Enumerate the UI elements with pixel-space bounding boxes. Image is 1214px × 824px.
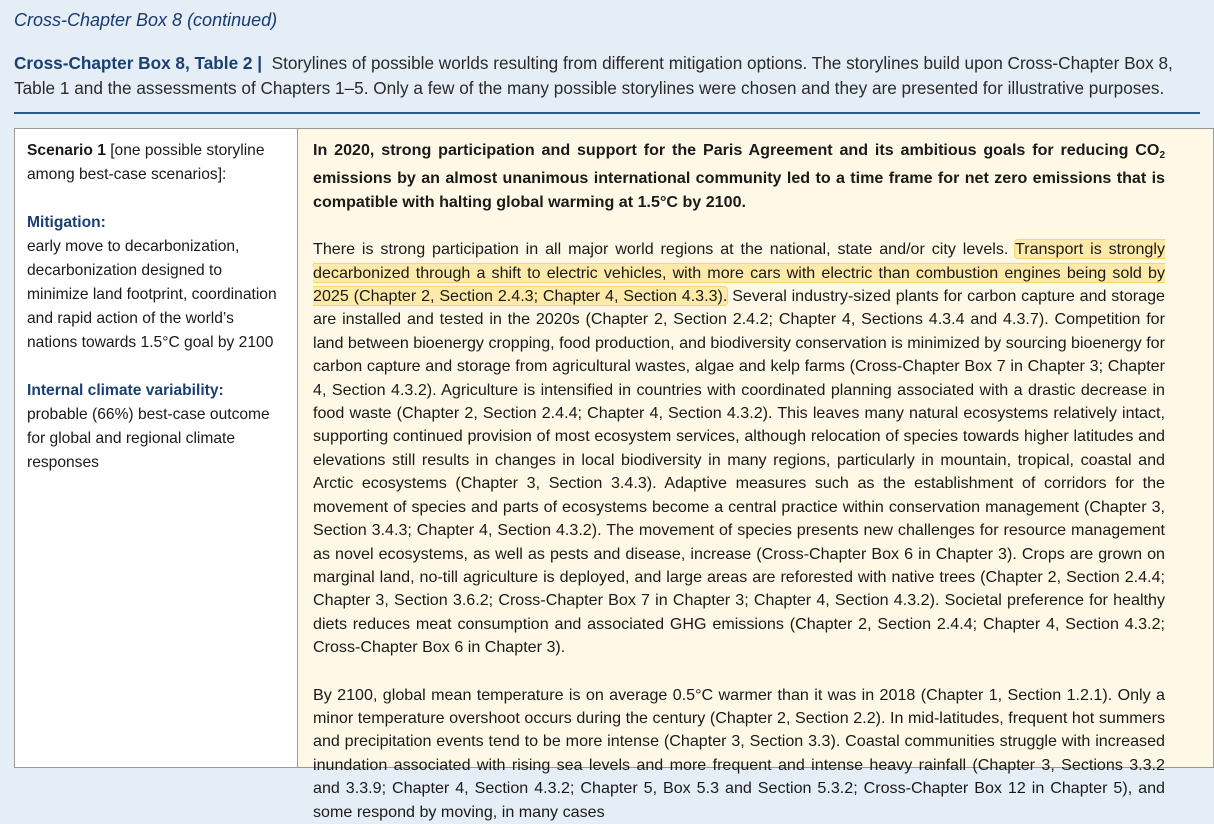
box-continued-label: Cross-Chapter Box 8 (continued) [14, 10, 278, 30]
caption-divider [14, 112, 1200, 114]
paragraph-1-start: There is strong participation in all major world regions at the national, state and/or city levels. [313, 240, 1015, 259]
lead-text-a: In 2020, strong participation and support for the Paris Agreement and its ambitious goals for reducing CO [313, 141, 1160, 159]
variability-block [27, 379, 285, 475]
storyline-column [299, 129, 1213, 821]
table-caption [14, 51, 1186, 101]
scenario-name: Scenario 1 [27, 142, 106, 159]
highlighted-text[interactable]: Transport is strongly decarbonized through a shift to electric vehicles, with more cars with electric than combustion engines being sold by 2025 (Chapter 2, Section 2.4.3; Chapter 4, Section 4.3.3). [313, 240, 1165, 306]
caption-text: Storylines of possible worlds resulting from different mitigation options. The storylines build upon Cross-Chapter Box 8, Table 1 and the assessments of Chapters 1–5. Only a few of the many possible storylines were chosen and they are presented for illustrative purposes. [14, 53, 1173, 98]
mitigation-heading: Mitigation: [27, 214, 106, 231]
mitigation-text: early move to decarbonization, decarbonization designed to minimize land footprint, coordination and rapid action of the world’s nations towards 1.5°C goal by 2100 [27, 238, 277, 351]
lead-text-b: emissions by an almost unanimous international community led to a time frame for net zero emissions that is compatible with halting global warming at 1.5°C by 2100. [313, 169, 1165, 211]
storyline-table [14, 128, 1214, 821]
scenario-note: [one possible storyline among best-case scenarios]: [27, 142, 265, 183]
lead-subscript: 2 [1159, 150, 1165, 161]
variability-heading: Internal climate variability: [27, 382, 224, 399]
variability-text: probable (66%) best-case outcome for global and regional climate responses [27, 406, 270, 471]
storyline-paragraph-2: By 2100, global mean temperature is on average 0.5°C warmer than it was in 2018 (Chapter 1, Section 1.2.1). Only a minor temperature overshoot occurs during the century (Chapter 2, Section 2.2). In mid-latitudes, frequent hot summers and precipitation events tend to be more intense (Chapter 3, Section 3.3). Coastal communities struggle with increased inundation associated with rising sea levels and more frequent and intense heavy rainfall (Chapter 3, Sections 3.3.2 and 3.3.9; Chapter 4, Section 4.3.2; Chapter 5, Box 5.3 and Section 5.3.2; Cross-Chapter Box 12 in Chapter 5), and some respond by moving, in many cases [313, 685, 1165, 821]
scenario-title [27, 139, 285, 187]
storyline-paragraph-1 [313, 238, 1165, 659]
paragraph-1-rest: Several industry-sized plants for carbon capture and storage are installed and tested in the 2020s (Chapter 2, Section 2.4.2; Chapter 4, Sections 4.3.4 and 4.3.7). Competition for land between bioenergy cropping, food production, and biodiversity conservation is minimized by sourcing bioenergy for carbon capture and storage from agricultural wastes, algae and kelp farms (Cross-Chapter Box 7 in Chapter 3; Chapter 4, Section 4.3.2). Agriculture is intensified in countries with coordinated planning associated with a drastic decrease in food waste (Chapter 2, Section 2.4.4; Chapter 4, Section 4.3.2). This leaves many natural ecosystems relatively intact, supporting continued provision of most ecosystem services, although relocation of species towards higher latitudes and elevations still results in changes in local biodiversity in many regions, particularly in mountain, tropical, coastal and Arctic ecosystems (Chapter 3, Section 3.4.3). Adaptive measures such as the establishment of corridors for the movement of species and parts of ecosystems become a central practice within conservation management (Chapter 3, Section 3.4.3; Chapter 4, Section 4.3.2). The movement of species presents new challenges for resource management as novel ecosystems, as well as pests and disease, increase (Cross-Chapter Box 6 in Chapter 3). Crops are grown on marginal land, no-till agriculture is deployed, and large areas are reforested with native trees (Chapter 2, Section 2.4.4; Chapter 3, Section 3.6.2; Cross-Chapter Box 7 in Chapter 3; Chapter 4, Section 4.3.2). Societal preference for healthy diets reduces meat consumption and associated GHG emissions (Chapter 2, Section 2.4.4; Chapter 4, Section 4.3.2; Cross-Chapter Box 6 in Chapter 3). [313, 287, 1165, 657]
scenario-column [15, 129, 298, 767]
mitigation-block [27, 211, 285, 355]
storyline-lead [313, 139, 1165, 214]
caption-label: Cross-Chapter Box 8, Table 2 | [14, 53, 263, 73]
